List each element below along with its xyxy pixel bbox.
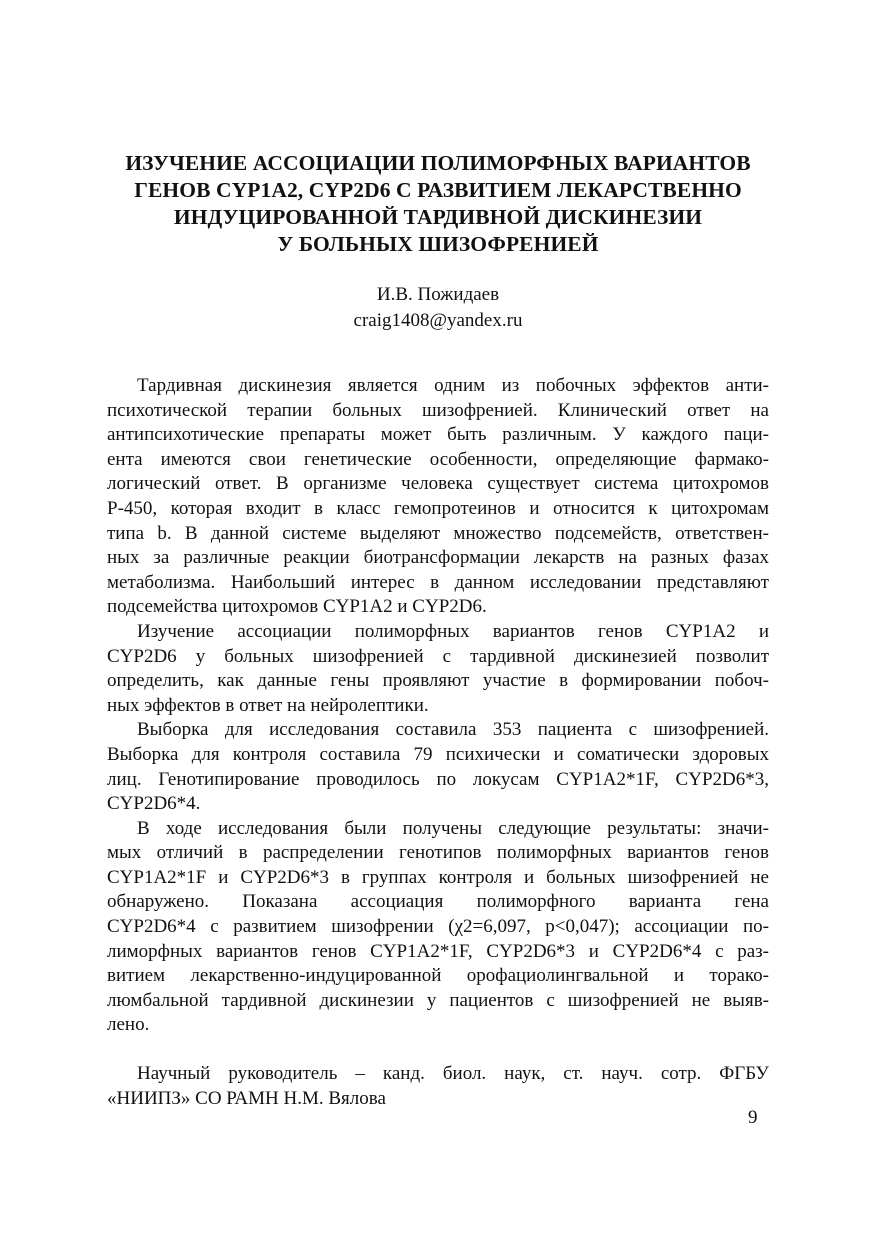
- supervisor-paragraph: [107, 1062, 769, 1111]
- author-name: И.В. Пожидаев: [376, 284, 500, 305]
- text-line: ных за различные реакции биотрансформации лекарств на разных фазах: [107, 547, 769, 569]
- text-line: лено.: [107, 1014, 150, 1036]
- text-line: CYP2D6*4 с развитием шизофрении (χ2=6,097, p<0,047); ассоциации по-: [107, 916, 769, 938]
- title-line: ИНДУЦИРОВАННОЙ ТАРДИВНОЙ ДИСКИНЕЗИИ: [173, 205, 703, 229]
- text-line: психотической терапии больных шизофренией. Клинический ответ на: [107, 399, 769, 421]
- text-line: CYP2D6 у больных шизофренией с тардивной дискинезией позволит: [107, 645, 769, 667]
- text-line: витием лекарственно-индуцированной орофациолингвальной и торако-: [107, 965, 769, 987]
- text-line: люмбальной тардивной дискинезии у пациентов с шизофренией не выяв-: [107, 989, 769, 1011]
- text-line: определить, как данные гены проявляют участие в формировании побоч-: [107, 670, 769, 692]
- text-line: логический ответ. В организме человека существует система цитохромов: [107, 473, 769, 495]
- text-line: Тардивная дискинезия является одним из побочных эффектов анти-: [137, 375, 769, 396]
- text-line: Выборка для исследования составила 353 пациента с шизофренией.: [137, 719, 769, 741]
- text-line: ных эффектов в ответ на нейролептики.: [107, 694, 429, 716]
- text-line: Выборка для контроля составила 79 психически и соматически здоровых: [107, 743, 769, 765]
- supervisor-note: [107, 1062, 769, 1111]
- text-line: обнаружено. Показана ассоциация полиморфного варианта гена: [107, 891, 769, 913]
- text-line: Р-450, которая входит в класс гемопротеинов и относится к цитохромам: [107, 497, 769, 519]
- paragraph-2: [107, 620, 769, 718]
- text-line: CYP2D6*4.: [107, 793, 201, 815]
- text-line: лиц. Генотипирование проводилось по локусам CYP1A2*1F, CYP2D6*3,: [107, 768, 769, 790]
- author-email: craig1408@yandex.ru: [353, 310, 523, 331]
- document-page: [107, 150, 769, 1111]
- text-line: антипсихотические препараты может быть различным. У каждого паци-: [107, 424, 769, 446]
- text-line: метаболизма. Наибольший интерес в данном исследовании представляют: [107, 571, 769, 593]
- title-line: У БОЛЬНЫХ ШИЗОФРЕНИЕЙ: [277, 232, 599, 256]
- text-line: мых отличий в распределении генотипов полиморфных вариантов генов: [107, 842, 769, 864]
- title-line: ГЕНОВ CYP1A2, CYP2D6 С РАЗВИТИЕМ ЛЕКАРСТВЕННО: [134, 178, 742, 202]
- paper-title: [107, 150, 769, 258]
- paragraph-1: [107, 374, 769, 620]
- author-block: [107, 282, 769, 334]
- page-number: 9: [748, 1107, 758, 1128]
- title-line: ИЗУЧЕНИЕ АССОЦИАЦИИ ПОЛИМОРФНЫХ ВАРИАНТОВ: [125, 151, 751, 175]
- text-line: подсемейства цитохромов CYP1A2 и CYP2D6.: [107, 596, 487, 618]
- text-line: CYP1A2*1F и CYP2D6*3 в группах контроля и больных шизофренией не: [107, 866, 769, 888]
- text-line: типа b. В данной системе выделяют множество подсемейств, ответствен-: [107, 522, 769, 544]
- text-line: лиморфных вариантов генов CYP1A2*1F, CYP2D6*3 и CYP2D6*4 с раз-: [107, 940, 769, 962]
- text-line: Изучение ассоциации полиморфных вариантов генов CYP1A2 и: [137, 620, 769, 642]
- text-line: В ходе исследования были получены следующие результаты: значи-: [137, 817, 769, 839]
- paragraph-4: [107, 817, 769, 1038]
- abstract-body: [107, 374, 769, 1038]
- text-line: Научный руководитель – канд. биол. наук, ст. науч. сотр. ФГБУ: [137, 1063, 769, 1085]
- text-line: ента имеются свои генетические особенности, определяющие фармако-: [107, 448, 769, 470]
- paragraph-3: [107, 718, 769, 816]
- text-line: «НИИПЗ» СО РАМН Н.М. Вялова: [107, 1087, 386, 1109]
